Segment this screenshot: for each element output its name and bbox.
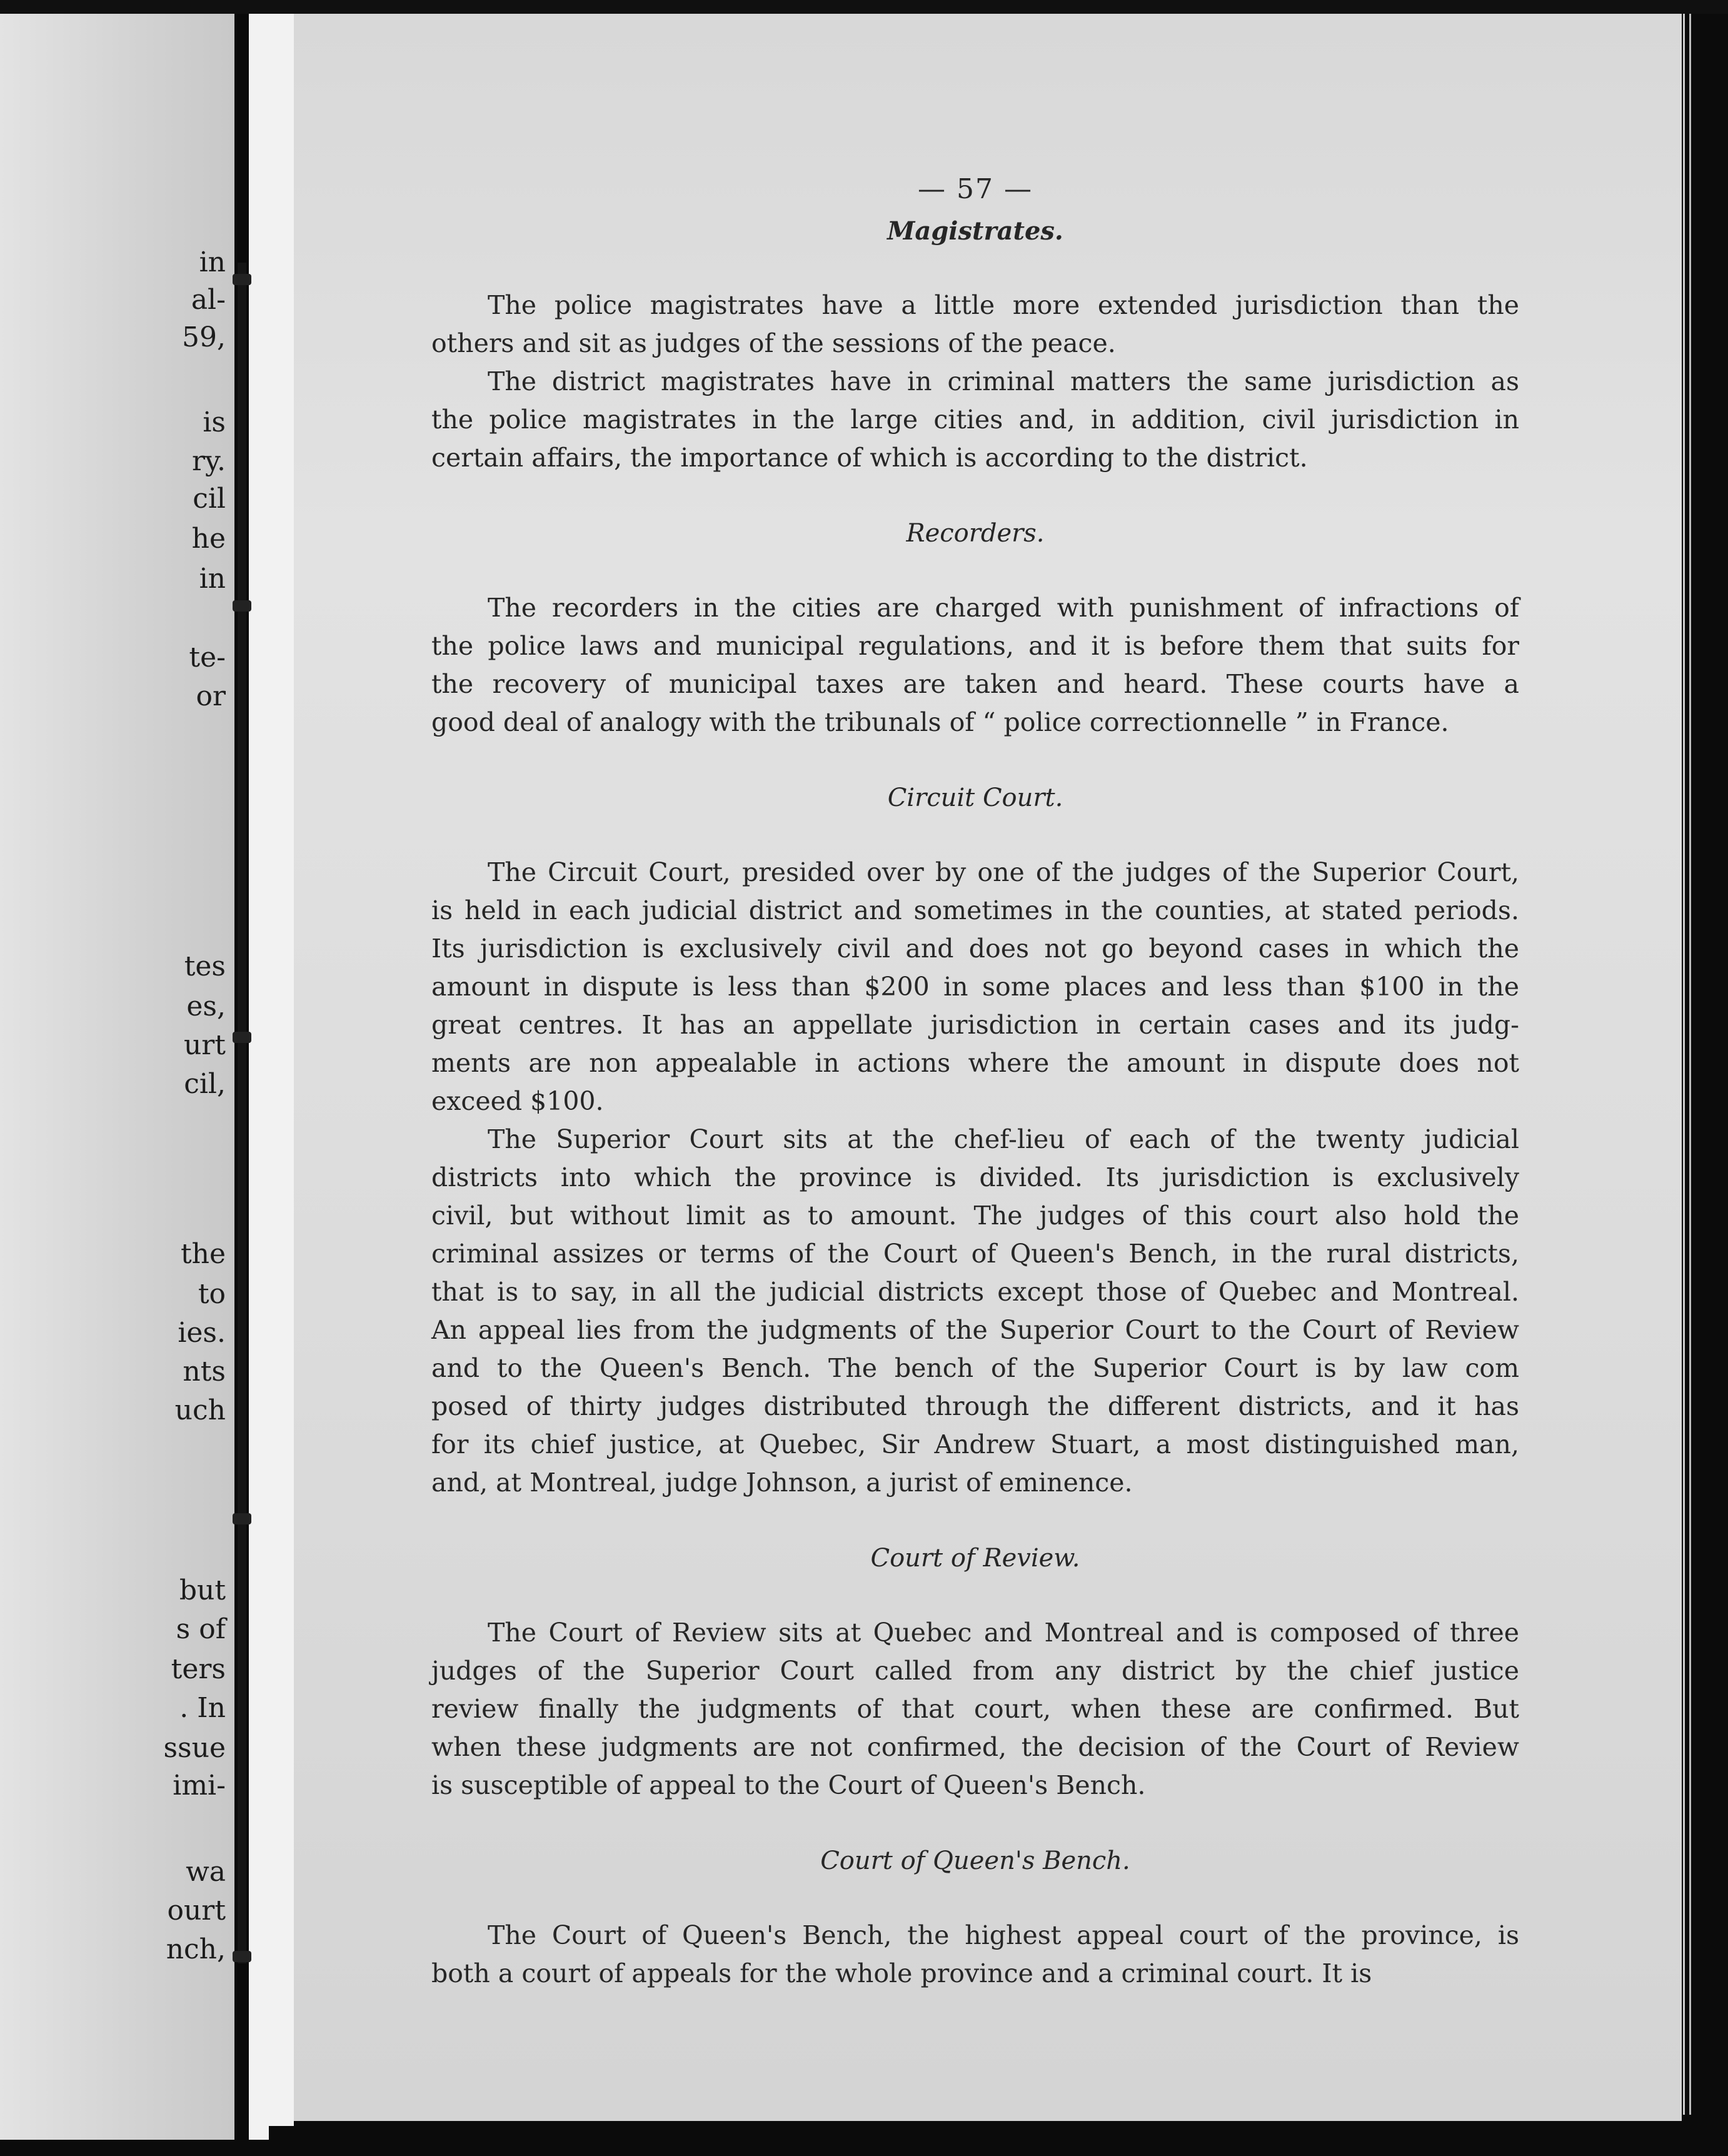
- left-page-fragment: cil: [193, 483, 226, 515]
- text-line: An appeal lies from the judgments of the Superior Court to the Court of Review: [431, 1315, 1519, 1345]
- binding-knot: [233, 274, 251, 285]
- text-line: good deal of analogy with the tribunals of “ police correctionnelle ” in France.: [431, 707, 1449, 737]
- section: [431, 1842, 1519, 1993]
- left-page-fragment: ssue: [163, 1732, 226, 1764]
- text-line: amount in dispute is less than $200 in some places and less than $100 in the: [431, 972, 1519, 1002]
- left-page-fragment: he: [191, 523, 226, 555]
- text-line: The district magistrates have in criminal matters the same jurisdiction as: [488, 366, 1519, 396]
- text-line: exceed $100.: [431, 1086, 604, 1116]
- text-line: the police laws and municipal regulations, and it is before them that suits for: [431, 631, 1519, 661]
- text-line: ments are non appealable in actions where the amount in dispute does not: [431, 1048, 1519, 1078]
- left-page-fragment: s of: [176, 1613, 226, 1645]
- left-page-text-fragments: [109, 14, 234, 2140]
- text-line: the recovery of municipal taxes are taken and heard. These courts have a: [431, 669, 1519, 699]
- paragraph: [431, 854, 1519, 1121]
- text-line: and to the Queen's Bench. The bench of the Superior Court is by law com: [431, 1353, 1519, 1383]
- paragraph: [431, 1121, 1519, 1502]
- left-page-fragment: the: [180, 1238, 226, 1270]
- section-heading: Court of Queen's Bench.: [820, 1846, 1130, 1875]
- paragraph: [431, 363, 1519, 477]
- left-page-fragment: . In: [179, 1692, 226, 1724]
- binding-knot: [233, 1513, 251, 1524]
- text-line: others and sit as judges of the sessions of the peace.: [431, 328, 1116, 358]
- binding-thread: [238, 263, 246, 1963]
- text-line: when these judgments are not confirmed, the decision of the Court of Review: [431, 1732, 1519, 1762]
- section-heading: Court of Review.: [870, 1544, 1080, 1573]
- paragraph: [431, 1917, 1519, 1993]
- left-page-fragment: uch: [174, 1394, 226, 1426]
- left-page-fragment: wa: [186, 1856, 226, 1888]
- left-page-fragment: tes: [184, 950, 226, 982]
- text-line: certain affairs, the importance of which is according to the district.: [431, 443, 1308, 473]
- section: [431, 1539, 1519, 1805]
- text-line: for its chief justice, at Quebec, Sir Andrew Stuart, a most distinguished man,: [431, 1429, 1519, 1459]
- text-line: that is to say, in all the judicial districts except those of Quebec and Montreal.: [431, 1277, 1519, 1307]
- left-page-fragment: imi-: [173, 1770, 226, 1801]
- text-line: The Court of Queen's Bench, the highest appeal court of the province, is: [488, 1920, 1519, 1950]
- left-page: [0, 14, 234, 2140]
- paragraph: [431, 286, 1519, 363]
- left-page-fragment: 59,: [182, 321, 226, 353]
- section-heading: Recorders.: [906, 519, 1045, 548]
- text-line: criminal assizes or terms of the Court of Queen's Bench, in the rural districts,: [431, 1239, 1519, 1269]
- right-page: [294, 14, 1682, 2121]
- page-number: — 57 —: [918, 173, 1033, 205]
- left-page-fragment: ourt: [167, 1895, 226, 1927]
- text-line: civil, but without limit as to amount. The judges of this court also hold the: [431, 1201, 1519, 1231]
- section: [431, 212, 1519, 477]
- left-page-fragment: ry.: [191, 445, 226, 477]
- binding-knot: [233, 1032, 251, 1043]
- text-line: Its jurisdiction is exclusively civil and does not go beyond cases in which the: [431, 934, 1519, 964]
- binding-knot: [233, 600, 251, 612]
- text-line: review finally the judgments of that court, when these are confirmed. But: [431, 1694, 1519, 1724]
- left-page-fragment: al-: [191, 284, 226, 316]
- text-line: posed of thirty judges distributed through the different districts, and it has: [431, 1391, 1519, 1421]
- text-line: is susceptible of appeal to the Court of Queen's Bench.: [431, 1770, 1146, 1800]
- text-line: judges of the Superior Court called from any district by the chief justice: [431, 1656, 1519, 1686]
- left-page-fragment: in: [199, 563, 226, 595]
- page-edge: [1683, 14, 1685, 2115]
- paragraph: [431, 589, 1519, 742]
- text-line: The Court of Review sits at Quebec and Montreal and is composed of three: [488, 1618, 1519, 1648]
- left-page-fragment: ters: [171, 1653, 226, 1685]
- scan-top-border: [0, 0, 1728, 14]
- left-page-fragment: is: [203, 406, 226, 438]
- left-page-fragment: to: [198, 1278, 226, 1310]
- left-page-fragment: cil,: [184, 1068, 226, 1100]
- text-line: The recorders in the cities are charged with punishment of infractions of: [488, 593, 1519, 623]
- text-line: The Superior Court sits at the chef-lieu of each of the twenty judicial: [488, 1124, 1519, 1154]
- left-page-fragment: nch,: [166, 1933, 226, 1965]
- paragraph: [431, 1614, 1519, 1805]
- scan-bottom-border: [269, 2126, 1707, 2156]
- left-page-fragment: te-: [189, 642, 226, 673]
- text-line: and, at Montreal, judge Johnson, a jurist of eminence.: [431, 1468, 1133, 1498]
- page-text: [431, 170, 1519, 2030]
- text-line: both a court of appeals for the whole province and a criminal court. It is: [431, 1958, 1372, 1988]
- text-line: great centres. It has an appellate jurisdiction in certain cases and its judg-: [431, 1010, 1519, 1040]
- section: [431, 515, 1519, 742]
- left-page-fragment: ies.: [178, 1317, 226, 1349]
- text-line: districts into which the province is divided. Its jurisdiction is exclusively: [431, 1162, 1519, 1192]
- section-heading: Circuit Court.: [887, 783, 1063, 812]
- text-line: The police magistrates have a little more extended jurisdiction than the: [488, 290, 1519, 320]
- text-line: the police magistrates in the large cities and, in addition, civil jurisdiction in: [431, 405, 1519, 435]
- left-page-fragment: nts: [183, 1356, 226, 1388]
- left-page-fragment: but: [179, 1574, 226, 1606]
- page-margin-strip: [249, 14, 294, 2140]
- left-page-fragment: es,: [186, 990, 226, 1022]
- page-edge: [1689, 14, 1691, 2115]
- binding-knot: [233, 1951, 251, 1962]
- left-page-fragment: in: [199, 246, 226, 278]
- page-sections: [431, 212, 1519, 1993]
- left-page-fragment: urt: [183, 1029, 226, 1061]
- section-heading: Magistrates.: [887, 216, 1063, 246]
- text-line: is held in each judicial district and sometimes in the counties, at stated periods.: [431, 895, 1519, 925]
- section: [431, 779, 1519, 1502]
- text-line: The Circuit Court, presided over by one of the judges of the Superior Court,: [488, 857, 1519, 887]
- left-page-fragment: or: [196, 680, 226, 712]
